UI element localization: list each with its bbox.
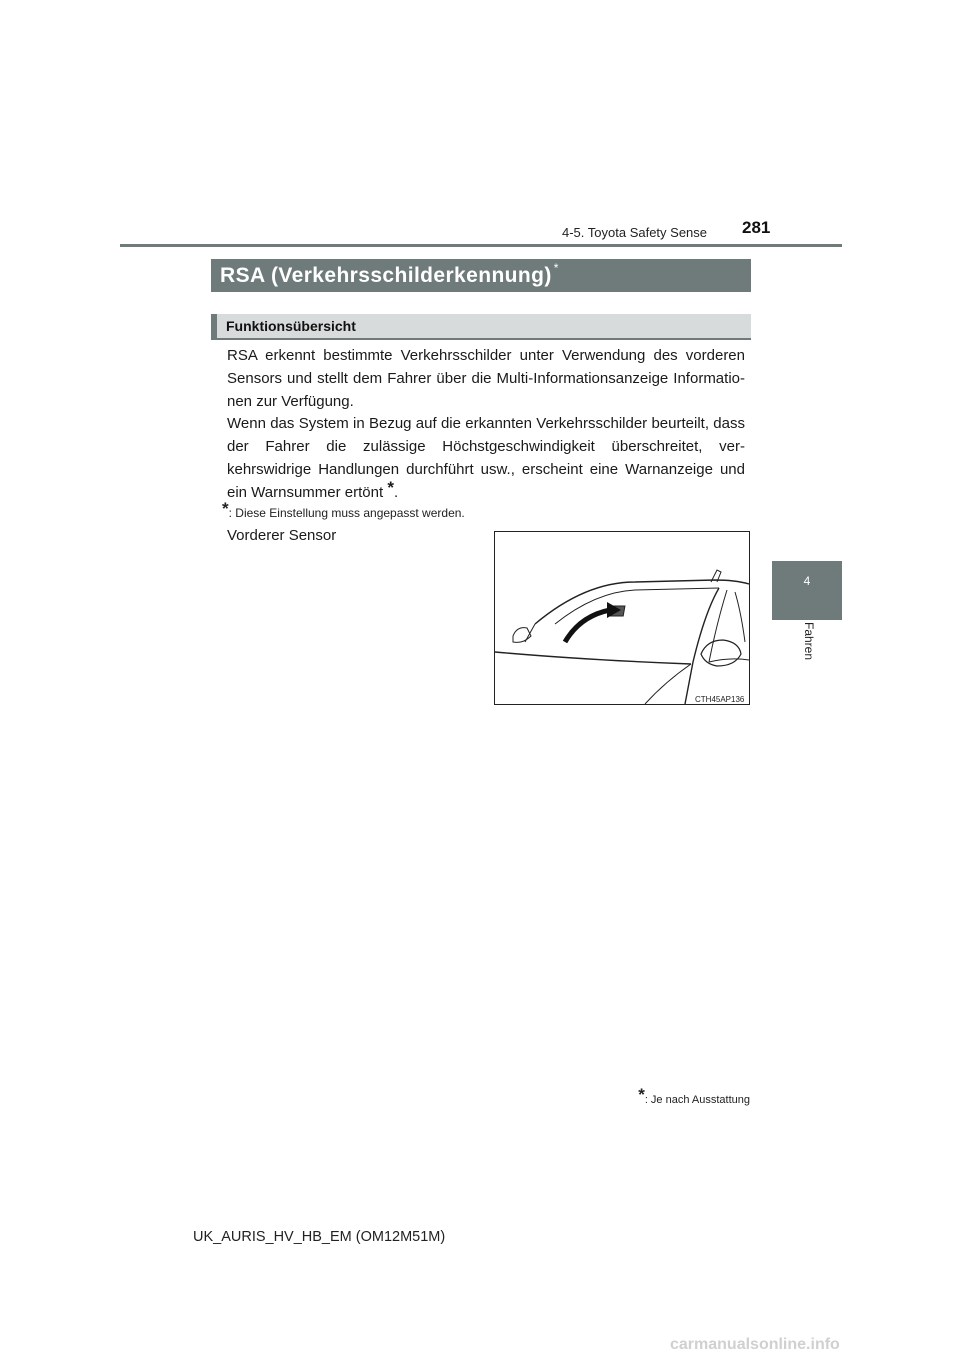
watermark: carmanualsonline.info: [670, 1336, 840, 1353]
page-number: 281: [742, 218, 771, 237]
chapter-label: Fahren: [802, 622, 816, 661]
paragraph-overview: RSA erkennt bestimmte Verkehrsschilder unter Verwendung des vorderen Sensors und stellt dem Fahrer über die Multi-Informationsanzeige Informatio-nen zur Verfügung.: [227, 347, 745, 410]
paragraph-warning-text: Wenn das System in Bezug auf die erkannten Verkehrsschilder beurteilt, dass der Fahrer die zulässige Höchstgeschwindigkeit überschreitet, ver-kehrswidrige Handlungen durchführt usw., erscheint eine Warnanzeige und ein Warnsummer ertönt: [227, 415, 745, 502]
subsection-bar: [211, 314, 751, 338]
paragraph-end: .: [393, 484, 399, 502]
edition-asterisk: *: [638, 1085, 645, 1104]
paragraph-warning: [227, 413, 745, 505]
figure-code: CTH45AP136: [695, 695, 745, 704]
edition-note: [600, 1085, 750, 1108]
chapter-tab: [772, 561, 842, 620]
windshield-sensor-illustration: [494, 531, 750, 705]
section-title-bar: [211, 259, 751, 292]
paragraph-asterisk: *: [387, 478, 394, 498]
title-asterisk: *: [553, 260, 559, 275]
header-divider: [120, 244, 842, 247]
subsection-divider: [211, 338, 751, 340]
section-label: 4-5. Toyota Safety Sense: [562, 225, 708, 240]
footnote-asterisk: *: [222, 499, 229, 518]
footnote: [222, 499, 465, 522]
chapter-number: 4: [803, 574, 811, 588]
footnote-text: : Diese Einstellung muss angepasst werden.: [228, 506, 465, 520]
document-code: UK_AURIS_HV_HB_EM (OM12M51M): [193, 1229, 446, 1245]
section-title: RSA (Verkehrsschilderkennung): [220, 263, 552, 287]
subsection-title: Funktionsübersicht: [226, 318, 356, 334]
edition-note-text: : Je nach Ausstattung: [644, 1094, 750, 1106]
car-windshield-drawing: [495, 532, 749, 704]
figure-label: Vorderer Sensor: [227, 527, 337, 544]
